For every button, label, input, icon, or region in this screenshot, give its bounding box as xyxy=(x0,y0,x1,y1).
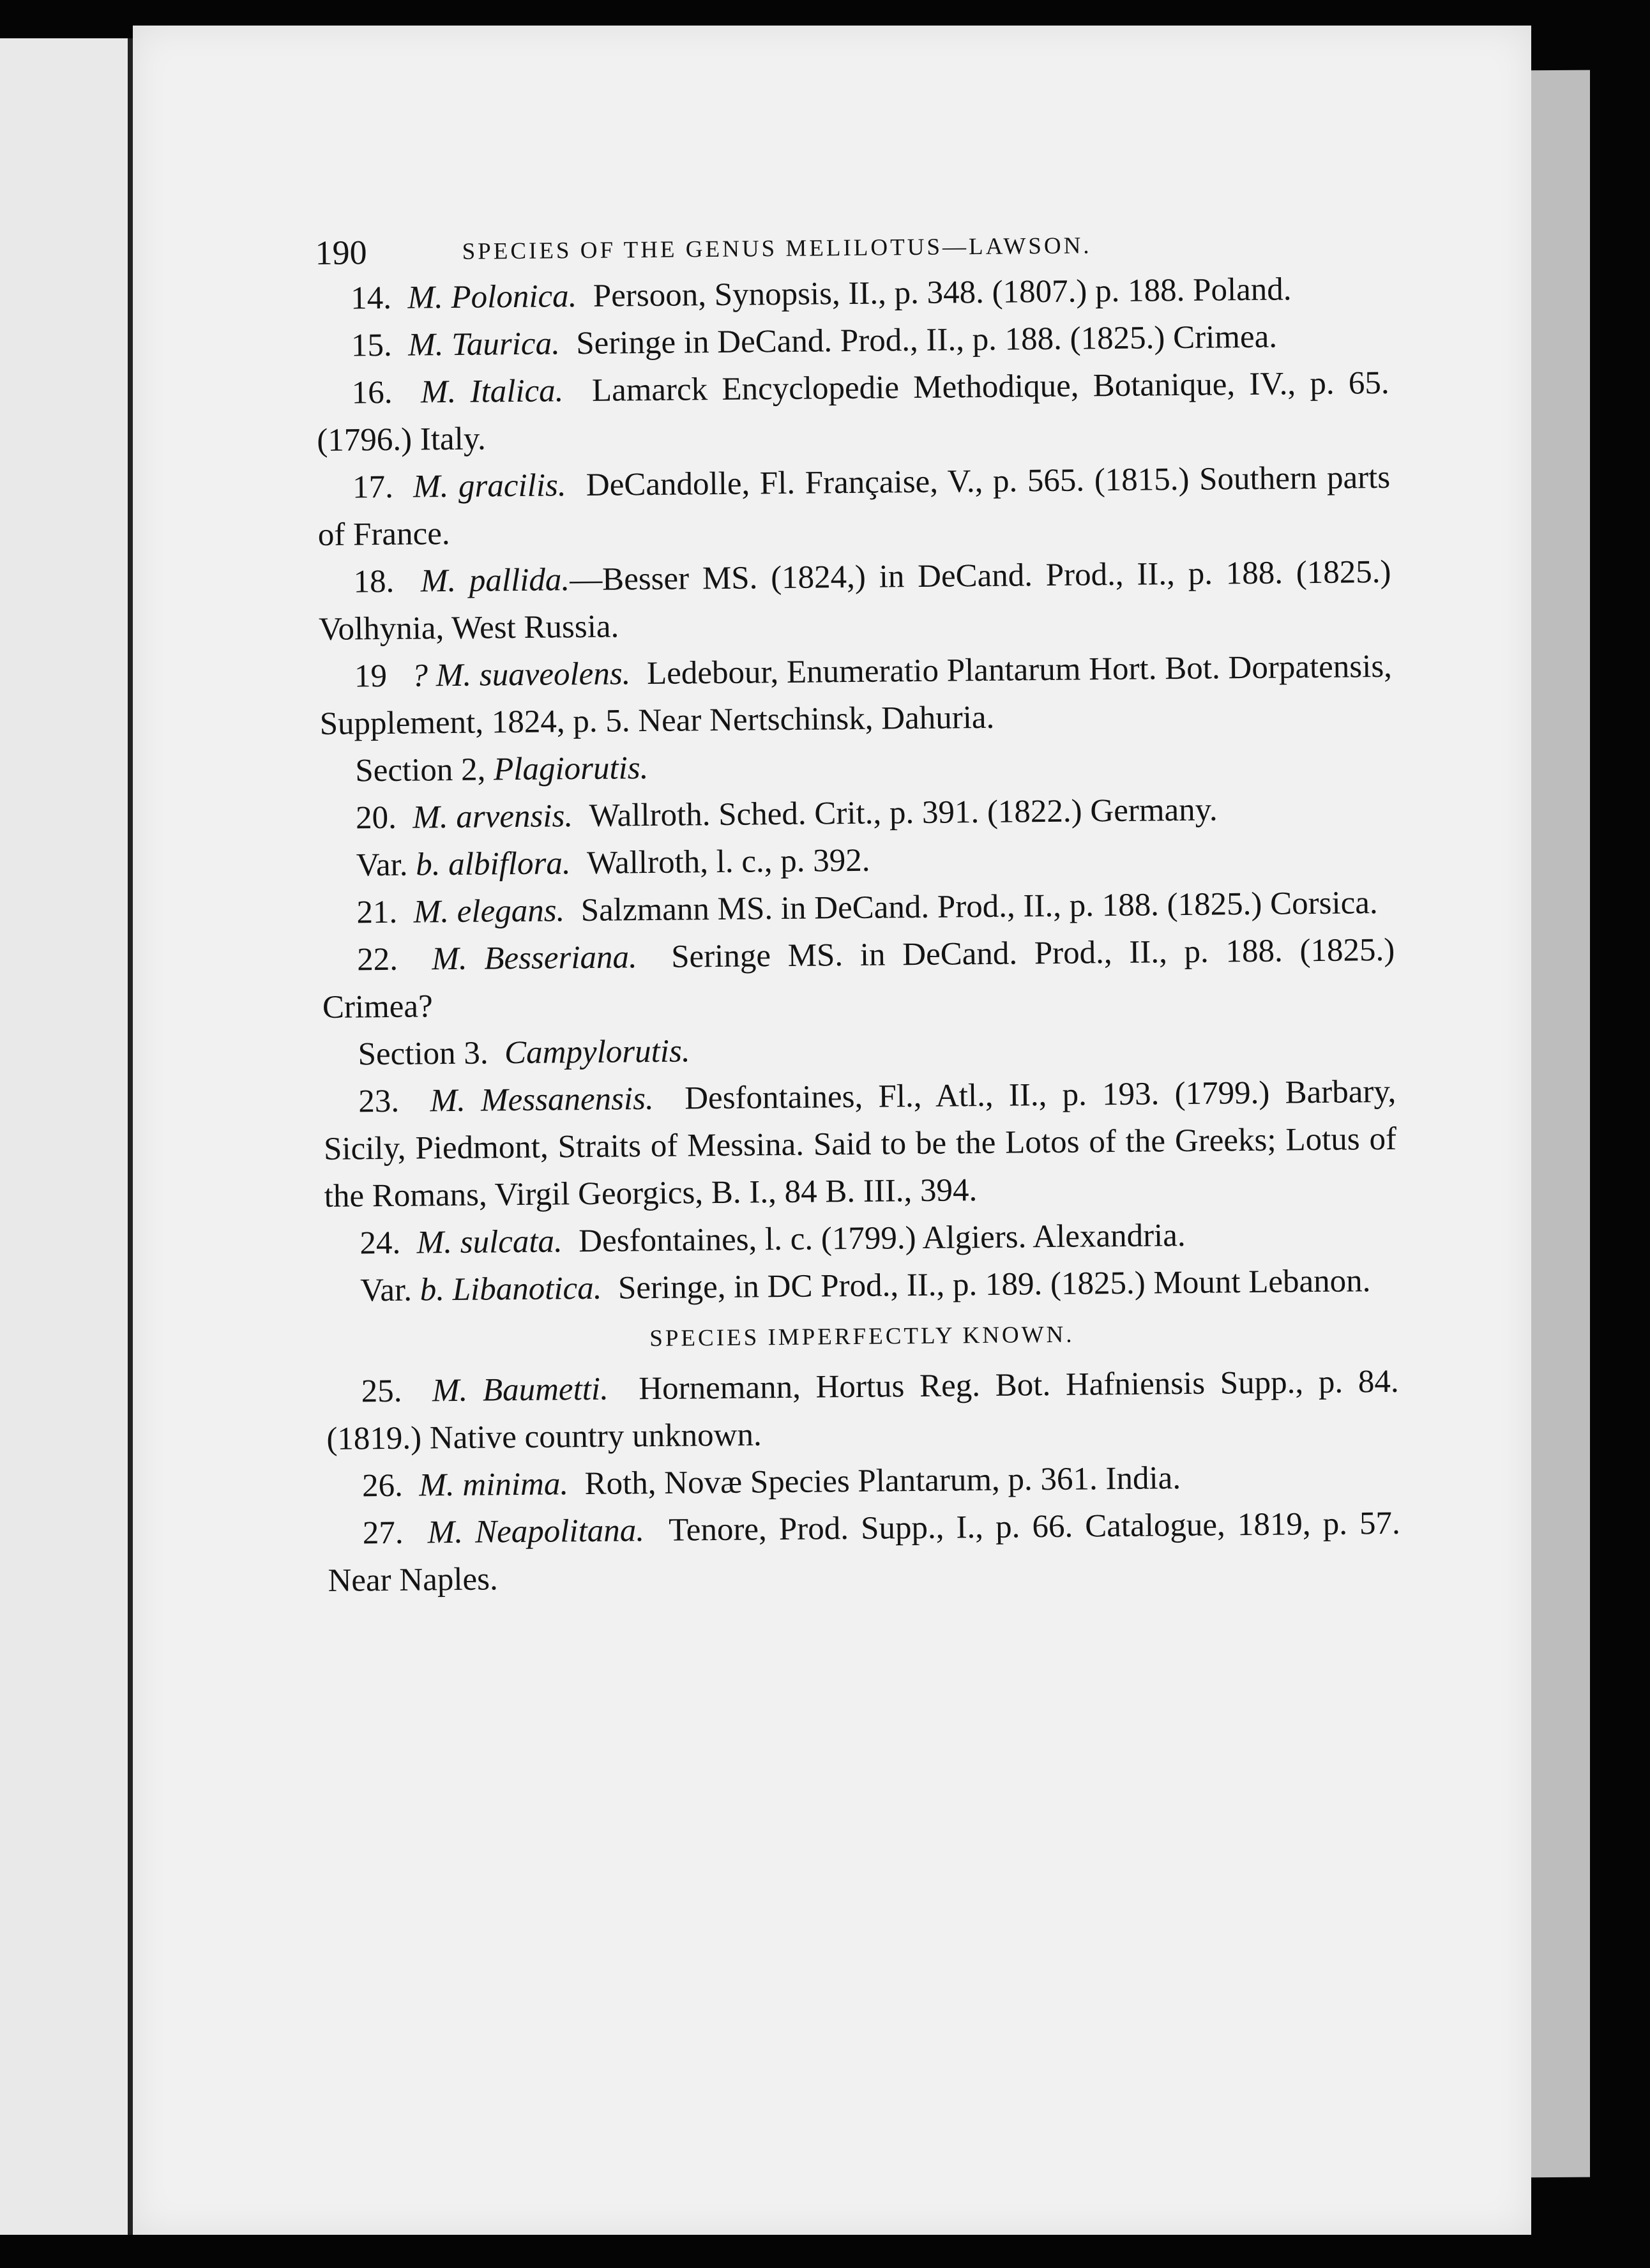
species-entry xyxy=(318,548,1391,653)
entry-number: 21. xyxy=(356,894,398,931)
species-entry xyxy=(317,454,1391,559)
entry-number: 26. xyxy=(361,1467,404,1504)
species-entry xyxy=(326,1358,1399,1463)
species-name: M. Neapolitana. xyxy=(427,1513,645,1551)
entry-citation: Wallroth. Sched. Crit., p. 391. (1822.) Germany. xyxy=(589,792,1218,834)
entry-number: 20. xyxy=(355,799,397,836)
entry-number: 15. xyxy=(351,327,393,364)
entry-citation: —Besser MS. (1824,) in DeCand. Prod., II., p. 188. (1825.) Volhynia, West Russia. xyxy=(318,554,1391,647)
facing-page-edge xyxy=(0,38,132,2235)
entry-number: 19 xyxy=(354,658,388,695)
species-name: M. gracilis. xyxy=(413,467,566,505)
entry-citation: Persoon, Synopsis, II., p. 348. (1807.) p. 188. Poland. xyxy=(593,271,1292,314)
species-entry xyxy=(322,926,1395,1031)
entry-number: 24. xyxy=(360,1225,401,1262)
variety-label: Var. xyxy=(356,847,408,884)
species-name: M. arvensis. xyxy=(413,798,573,836)
species-name: M. pallida. xyxy=(420,562,570,600)
entry-number: 25. xyxy=(361,1373,402,1410)
entry-citation: Wallroth, l. c., p. 392. xyxy=(586,842,870,881)
variety-name: b. albiflora. xyxy=(416,845,571,883)
imperfect-species-heading: SPECIES IMPERFECTLY KNOWN. xyxy=(649,1321,1075,1352)
species-name: M. Besseriana. xyxy=(432,939,637,978)
entry-citation: DeCandolle, Fl. Française, V., p. 565. (1815.) Southern parts of France. xyxy=(317,459,1391,553)
section-name: Plagiorutis. xyxy=(493,750,649,788)
species-name: M. sulcata. xyxy=(416,1223,563,1261)
species-entry xyxy=(319,643,1393,748)
entry-citation: Seringe in DeCand. Prod., II., p. 188. (1825.) Crimea. xyxy=(576,319,1278,362)
book-page xyxy=(133,26,1531,2235)
section-label: Section 2, xyxy=(355,752,486,789)
entry-number: 18. xyxy=(353,563,395,600)
species-name: M. Taurica. xyxy=(407,326,561,363)
entry-citation: Lamarck Encyclopedie Methodique, Botanique, IV., p. 65. (1796.) Italy. xyxy=(317,365,1389,458)
entry-number: 16. xyxy=(351,374,393,411)
variety-entry xyxy=(325,1257,1398,1315)
variety-label: Var. xyxy=(360,1272,413,1309)
species-name: M. Messanensis. xyxy=(430,1080,654,1119)
entry-number: 17. xyxy=(352,469,394,506)
entry-citation: Roth, Novæ Species Plantarum, p. 361. India. xyxy=(584,1460,1181,1502)
species-entry xyxy=(316,359,1389,464)
entry-citation: Seringe, in DC Prod., II., p. 189. (1825.) Mount Lebanon. xyxy=(617,1263,1371,1306)
entry-citation: Ledebour, Enumeratio Plantarum Hort. Bot. Dorpatensis, Supplement, 1824, p. 5. Near Nertschinsk, Dahuria. xyxy=(319,648,1393,742)
page-header xyxy=(315,202,1529,271)
entry-number: 27. xyxy=(362,1515,404,1552)
variety-name: b. Libanotica. xyxy=(420,1270,602,1308)
entry-citation: Tenore, Prod. Supp., I., p. 66. Catalogue, 1819, p. 57. Near Naples. xyxy=(328,1505,1401,1599)
entry-number: 14. xyxy=(351,280,392,317)
entry-citation: Desfontaines, l. c. (1799.) Algiers. Alexandria. xyxy=(579,1217,1186,1260)
page-text-block xyxy=(315,202,1541,1605)
species-name: M. minima. xyxy=(419,1466,569,1504)
entry-citation: Seringe MS. in DeCand. Prod., II., p. 188. (1825.) Crimea? xyxy=(322,932,1395,1025)
running-head: SPECIES OF THE GENUS MELILOTUS—LAWSON. xyxy=(462,232,1092,265)
section-name: Campylorutis. xyxy=(504,1033,690,1071)
species-name: M. Polonica. xyxy=(407,278,577,316)
section-label: Section 3. xyxy=(358,1035,488,1073)
species-name: M. Italica. xyxy=(420,373,564,411)
species-name: ? M. suaveolens. xyxy=(411,656,631,694)
species-entry xyxy=(323,1068,1397,1220)
species-name: M. elegans. xyxy=(413,893,565,930)
entry-citation: Hornemann, Hortus Reg. Bot. Hafniensis Supp., p. 84. (1819.) Native country unknown. xyxy=(326,1363,1399,1457)
entry-citation: Desfontaines, Fl., Atl., II., p. 193. (1799.) Barbary, Sicily, Piedmont, Straits of Messina. Said to be the Lotos of the Greeks; Lotus of the Romans, Virgil Georgics, B. I., 84 B. III., 394. xyxy=(323,1073,1397,1214)
page-number: 190 xyxy=(315,233,367,272)
species-name: M. Baumetti. xyxy=(432,1371,609,1409)
species-entry xyxy=(327,1500,1400,1605)
entry-number: 22. xyxy=(356,941,398,978)
entry-citation: Salzmann MS. in DeCand. Prod., II., p. 188. (1825.) Corsica. xyxy=(580,885,1378,929)
entry-number: 23. xyxy=(358,1083,400,1120)
